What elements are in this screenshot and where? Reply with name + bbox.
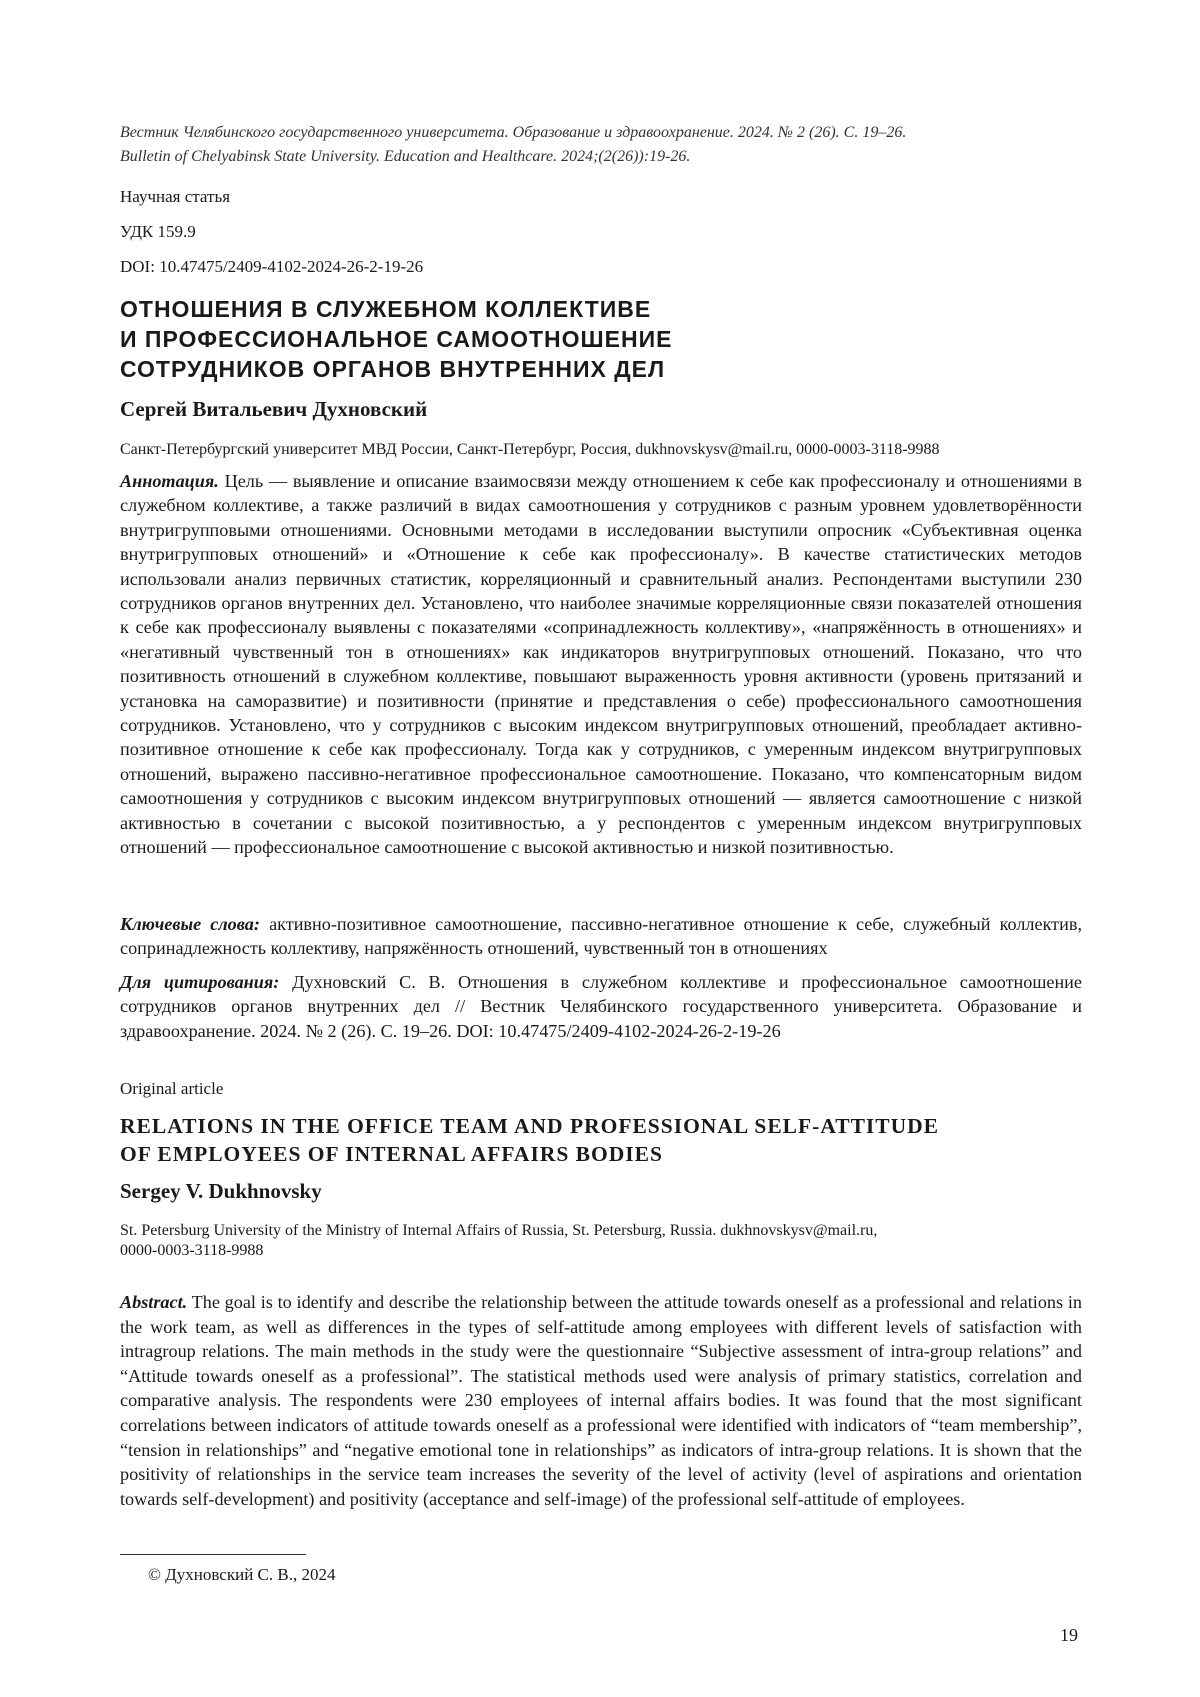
keywords-ru-text: активно-позитивное самоотношение, пассивно-негативное отношение к себе, служебный коллектив, сопринадлежность коллективу, напряжённость отношений, чувственный тон в отношениях — [120, 914, 1082, 959]
title-ru-line-1: ОТНОШЕНИЯ В СЛУЖЕБНОМ КОЛЛЕКТИВЕ — [120, 296, 652, 322]
affiliation-en-line-2: 0000-0003-3118-9988 — [120, 1242, 264, 1259]
title-en-line-1: RELATIONS IN THE OFFICE TEAM AND PROFESSIONAL SELF-ATTITUDE — [120, 1114, 940, 1138]
abstract-ru-text: Цель — выявление и описание взаимосвязи между отношением к себе как профессионалу и отношениями в служебном коллективе, а также различий в видах самоотношения у сотрудников с разным уровнем удовлетворённости внутригрупповыми отношениями. Основными методами в исследовании выступили опросник «Субъективная оценка внутригрупповых отношений» и «Отношение к себе как профессионалу». В качестве статистических методов использовали анализ первичных статистик, корреляционный и сравнительный анализ. Респондентами выступили 230 сотрудников органов внутренних дел. Установлено, что наиболее значимые корреляционные связи показателей отношения к себе как профессионалу выявлены с показателями «сопринадлежность коллективу», «напряжённость в отношениях» и «негативный чувственный тон в отношениях» как индикаторов внутригрупповых отношений. Показано, что что позитивность отношений в служебном коллективе, повышают выраженность уровня активности (уровень притязаний и установка на саморазвитие) и позитивности (принятие и представления о себе) профессионального самоотношения сотрудников. Установлено, что у сотрудников с высоким индексом внутригрупповых отношений, преобладает активно-позитивное отношение к себе как профессионалу. Тогда как у сотрудников, с умеренным индексом внутригрупповых отношений, выражено пассивно-негативное профессиональное самоотношение. Показано, что компенсаторным видом самоотношения у сотрудников с высоким индексом внутригрупповых отношений — является самоотношение с низкой активностью в сочетании с высокой позитивностью, а у респондентов с умеренным индексом внутригрупповых отношений — профессиональное самоотношение с высокой активностью и низкой позитивностью. — [120, 471, 1082, 858]
citation-ru-label: Для цитирования: — [120, 972, 280, 992]
abstract-ru — [120, 469, 1082, 860]
article-title-ru — [120, 294, 1082, 384]
citation-ru-text: Духновский С. В. Отношения в служебном коллективе и профессиональное самоотношение сотрудников органов внутренних дел // Вестник Челябинского государственного университета. Образование и здравоохранение. 2024. № 2 (26). С. 19–26. DOI: 10.47475/2409-4102-2024-26-2-19-26 — [120, 972, 1082, 1041]
author-name-ru: Сергей Витальевич Духновский — [120, 397, 428, 421]
abstract-ru-label: Аннотация. — [120, 471, 219, 491]
article-title-en — [120, 1112, 1082, 1168]
affiliation-en-line-1: St. Petersburg University of the Ministry of Internal Affairs of Russia, St. Petersburg, Russia. dukhnovskysv@mail.ru, — [120, 1222, 878, 1239]
affiliation-ru: Санкт-Петербургский университет МВД России, Санкт-Петербург, Россия, dukhnovskysv@mail.ru, 0000-0003-3118-9988 — [120, 441, 940, 458]
abstract-en-label: Abstract. — [120, 1292, 188, 1312]
article-type-en: Original article — [120, 1079, 224, 1098]
title-ru-line-2: И ПРОФЕССИОНАЛЬНОЕ САМООТНОШЕНИЕ — [120, 326, 673, 352]
affiliation-en — [120, 1221, 1082, 1261]
article-type-ru: Научная статья — [120, 187, 231, 206]
title-en-line-2: OF EMPLOYEES OF INTERNAL AFFAIRS BODIES — [120, 1142, 663, 1166]
journal-line-en: Bulletin of Chelyabinsk State University. Education and Healthcare. 2024;(2(26)):19-26. — [120, 148, 691, 165]
journal-citation-header — [120, 121, 1082, 169]
page-number: 19 — [1060, 1625, 1078, 1645]
udc-code: УДК 159.9 — [120, 222, 196, 241]
doi: DOI: 10.47475/2409-4102-2024-26-2-19-26 — [120, 257, 424, 276]
keywords-ru-label: Ключевые слова: — [120, 914, 260, 934]
copyright-notice: © Духновский С. В., 2024 — [148, 1565, 336, 1584]
author-name-en: Sergey V. Dukhnovsky — [120, 1179, 322, 1203]
footnote-divider — [120, 1554, 306, 1555]
journal-line-ru: Вестник Челябинского государственного университета. Образование и здравоохранение. 2024. № 2 (26). С. 19–26. — [120, 124, 907, 141]
citation-ru — [120, 970, 1082, 1043]
keywords-ru — [120, 912, 1082, 961]
abstract-en-text: The goal is to identify and describe the relationship between the attitude towards oneself as a professional and relations in the work team, as well as differences in the types of self-attitude among employees with different levels of satisfaction with intragroup relations. The main methods in the study were the questionnaire “Subjective assessment of intra-group relations” and “Attitude towards oneself as a professional”. The statistical methods used were analysis of primary statistics, correlation and comparative analysis. The respondents were 230 employees of internal affairs bodies. It was found that the most significant correlations between indicators of attitude towards oneself as a professional were identified with indicators of “team membership”, “tension in relationships” and “negative emotional tone in relationships” as indicators of intra-group relations. It is shown that the positivity of relationships in the service team increases the severity of the level of activity (level of aspirations and orientation towards self-development) and positivity (acceptance and self-image) of the professional self-attitude of employees. — [120, 1292, 1083, 1509]
title-ru-line-3: СОТРУДНИКОВ ОРГАНОВ ВНУТРЕННИХ ДЕЛ — [120, 356, 666, 382]
abstract-en — [120, 1290, 1082, 1511]
